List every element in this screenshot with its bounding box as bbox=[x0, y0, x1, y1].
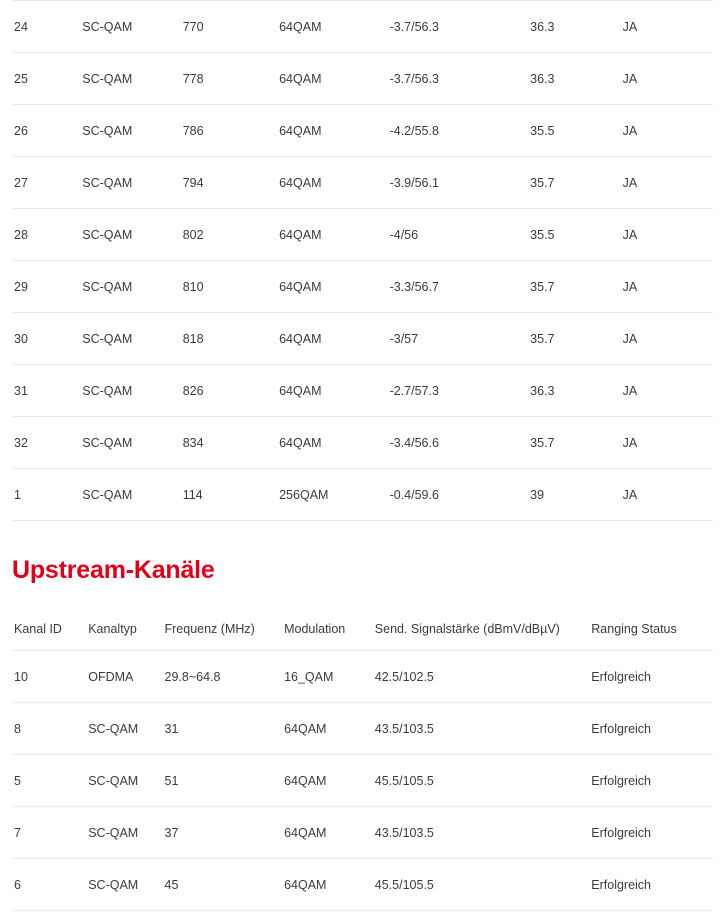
cell-channel-type: SC-QAM bbox=[80, 157, 180, 209]
cell-channel-id: 30 bbox=[12, 313, 80, 365]
cell-ranging-status: Erfolgreich bbox=[589, 755, 713, 807]
cell-channel-id: 5 bbox=[12, 755, 86, 807]
upstream-channels-table bbox=[12, 608, 713, 911]
cell-modulation: 64QAM bbox=[282, 859, 373, 911]
table-row bbox=[12, 209, 713, 261]
cell-modulation: 64QAM bbox=[277, 417, 387, 469]
downstream-channels-table bbox=[12, 0, 713, 521]
cell-power: -4/56 bbox=[388, 209, 529, 261]
cell-frequency: 51 bbox=[163, 755, 283, 807]
cell-snr: 35.5 bbox=[528, 105, 620, 157]
col-channel-type: Kanaltyp bbox=[86, 608, 162, 651]
table-row bbox=[12, 807, 713, 859]
cell-modulation: 64QAM bbox=[277, 261, 387, 313]
cell-modulation: 64QAM bbox=[277, 157, 387, 209]
cell-channel-type: SC-QAM bbox=[80, 417, 180, 469]
table-row bbox=[12, 755, 713, 807]
cell-snr: 39 bbox=[528, 469, 620, 521]
cell-frequency: 778 bbox=[181, 53, 277, 105]
cell-power: 45.5/105.5 bbox=[373, 859, 589, 911]
cell-frequency: 29.8~64.8 bbox=[163, 651, 283, 703]
cell-locked: JA bbox=[621, 313, 713, 365]
table-row bbox=[12, 469, 713, 521]
cell-frequency: 810 bbox=[181, 261, 277, 313]
cell-channel-type: SC-QAM bbox=[86, 807, 162, 859]
cell-snr: 35.7 bbox=[528, 417, 620, 469]
cell-snr: 35.7 bbox=[528, 157, 620, 209]
cell-power: -0.4/59.6 bbox=[388, 469, 529, 521]
cell-frequency: 818 bbox=[181, 313, 277, 365]
cell-frequency: 826 bbox=[181, 365, 277, 417]
cell-power: -3.7/56.3 bbox=[388, 53, 529, 105]
cell-modulation: 64QAM bbox=[277, 365, 387, 417]
cell-power: -3.9/56.1 bbox=[388, 157, 529, 209]
table-row bbox=[12, 53, 713, 105]
cell-power: -3.3/56.7 bbox=[388, 261, 529, 313]
cell-snr: 35.5 bbox=[528, 209, 620, 261]
cell-locked: JA bbox=[621, 1, 713, 53]
cell-modulation: 16_QAM bbox=[282, 651, 373, 703]
table-row bbox=[12, 313, 713, 365]
cell-channel-id: 25 bbox=[12, 53, 80, 105]
cell-frequency: 770 bbox=[181, 1, 277, 53]
cell-modulation: 64QAM bbox=[282, 755, 373, 807]
cell-channel-type: SC-QAM bbox=[80, 1, 180, 53]
cell-modulation: 64QAM bbox=[277, 313, 387, 365]
upstream-channels-section bbox=[0, 586, 725, 911]
cell-channel-type: SC-QAM bbox=[80, 469, 180, 521]
cell-frequency: 786 bbox=[181, 105, 277, 157]
cell-locked: JA bbox=[621, 157, 713, 209]
col-ranging-status: Ranging Status bbox=[589, 608, 713, 651]
table-row bbox=[12, 261, 713, 313]
cell-modulation: 256QAM bbox=[277, 469, 387, 521]
table-header-row bbox=[12, 608, 713, 651]
cell-channel-type: SC-QAM bbox=[80, 365, 180, 417]
cell-power: 42.5/102.5 bbox=[373, 651, 589, 703]
cell-power: -4.2/55.8 bbox=[388, 105, 529, 157]
table-row bbox=[12, 859, 713, 911]
cell-channel-id: 7 bbox=[12, 807, 86, 859]
cell-snr: 35.7 bbox=[528, 313, 620, 365]
cell-channel-id: 24 bbox=[12, 1, 80, 53]
cell-modulation: 64QAM bbox=[282, 703, 373, 755]
cell-frequency: 37 bbox=[163, 807, 283, 859]
cell-channel-id: 32 bbox=[12, 417, 80, 469]
cell-power: -2.7/57.3 bbox=[388, 365, 529, 417]
cell-power: 43.5/103.5 bbox=[373, 703, 589, 755]
upstream-table-body bbox=[12, 651, 713, 911]
cell-modulation: 64QAM bbox=[282, 807, 373, 859]
cell-channel-type: SC-QAM bbox=[80, 261, 180, 313]
cell-channel-id: 1 bbox=[12, 469, 80, 521]
cell-frequency: 794 bbox=[181, 157, 277, 209]
cell-channel-type: SC-QAM bbox=[86, 703, 162, 755]
cell-channel-type: SC-QAM bbox=[80, 105, 180, 157]
upstream-table-head bbox=[12, 608, 713, 651]
cell-snr: 35.7 bbox=[528, 261, 620, 313]
table-row bbox=[12, 651, 713, 703]
table-row bbox=[12, 417, 713, 469]
cell-locked: JA bbox=[621, 53, 713, 105]
cell-snr: 36.3 bbox=[528, 1, 620, 53]
cell-locked: JA bbox=[621, 365, 713, 417]
table-row bbox=[12, 105, 713, 157]
cell-power: -3/57 bbox=[388, 313, 529, 365]
cell-frequency: 114 bbox=[181, 469, 277, 521]
cell-channel-type: SC-QAM bbox=[86, 755, 162, 807]
table-row bbox=[12, 1, 713, 53]
cell-power: 43.5/103.5 bbox=[373, 807, 589, 859]
cell-power: 45.5/105.5 bbox=[373, 755, 589, 807]
cell-frequency: 802 bbox=[181, 209, 277, 261]
cell-channel-id: 31 bbox=[12, 365, 80, 417]
cell-channel-id: 27 bbox=[12, 157, 80, 209]
cell-locked: JA bbox=[621, 105, 713, 157]
cell-channel-id: 26 bbox=[12, 105, 80, 157]
col-power: Send. Signalstärke (dBmV/dBµV) bbox=[373, 608, 589, 651]
downstream-table-body bbox=[12, 1, 713, 521]
table-row bbox=[12, 703, 713, 755]
col-channel-id: Kanal ID bbox=[12, 608, 86, 651]
cell-modulation: 64QAM bbox=[277, 1, 387, 53]
cell-ranging-status: Erfolgreich bbox=[589, 859, 713, 911]
cell-channel-id: 29 bbox=[12, 261, 80, 313]
cell-modulation: 64QAM bbox=[277, 105, 387, 157]
cell-power: -3.4/56.6 bbox=[388, 417, 529, 469]
col-modulation: Modulation bbox=[282, 608, 373, 651]
cell-frequency: 31 bbox=[163, 703, 283, 755]
cell-channel-type: SC-QAM bbox=[80, 313, 180, 365]
cell-modulation: 64QAM bbox=[277, 53, 387, 105]
table-row bbox=[12, 157, 713, 209]
cell-channel-id: 10 bbox=[12, 651, 86, 703]
cell-channel-type: SC-QAM bbox=[80, 209, 180, 261]
cell-power: -3.7/56.3 bbox=[388, 1, 529, 53]
cell-ranging-status: Erfolgreich bbox=[589, 807, 713, 859]
cell-locked: JA bbox=[621, 469, 713, 521]
col-frequency: Frequenz (MHz) bbox=[163, 608, 283, 651]
cell-snr: 36.3 bbox=[528, 53, 620, 105]
cell-locked: JA bbox=[621, 261, 713, 313]
cell-ranging-status: Erfolgreich bbox=[589, 651, 713, 703]
cell-channel-type: SC-QAM bbox=[86, 859, 162, 911]
cell-locked: JA bbox=[621, 209, 713, 261]
cell-channel-id: 28 bbox=[12, 209, 80, 261]
cell-ranging-status: Erfolgreich bbox=[589, 703, 713, 755]
cell-frequency: 45 bbox=[163, 859, 283, 911]
cell-channel-type: OFDMA bbox=[86, 651, 162, 703]
cell-snr: 36.3 bbox=[528, 365, 620, 417]
cell-channel-id: 8 bbox=[12, 703, 86, 755]
table-row bbox=[12, 365, 713, 417]
upstream-section-title: Upstream-Kanäle bbox=[12, 556, 215, 584]
cell-channel-id: 6 bbox=[12, 859, 86, 911]
cell-channel-type: SC-QAM bbox=[80, 53, 180, 105]
cell-locked: JA bbox=[621, 417, 713, 469]
cell-modulation: 64QAM bbox=[277, 209, 387, 261]
cell-frequency: 834 bbox=[181, 417, 277, 469]
